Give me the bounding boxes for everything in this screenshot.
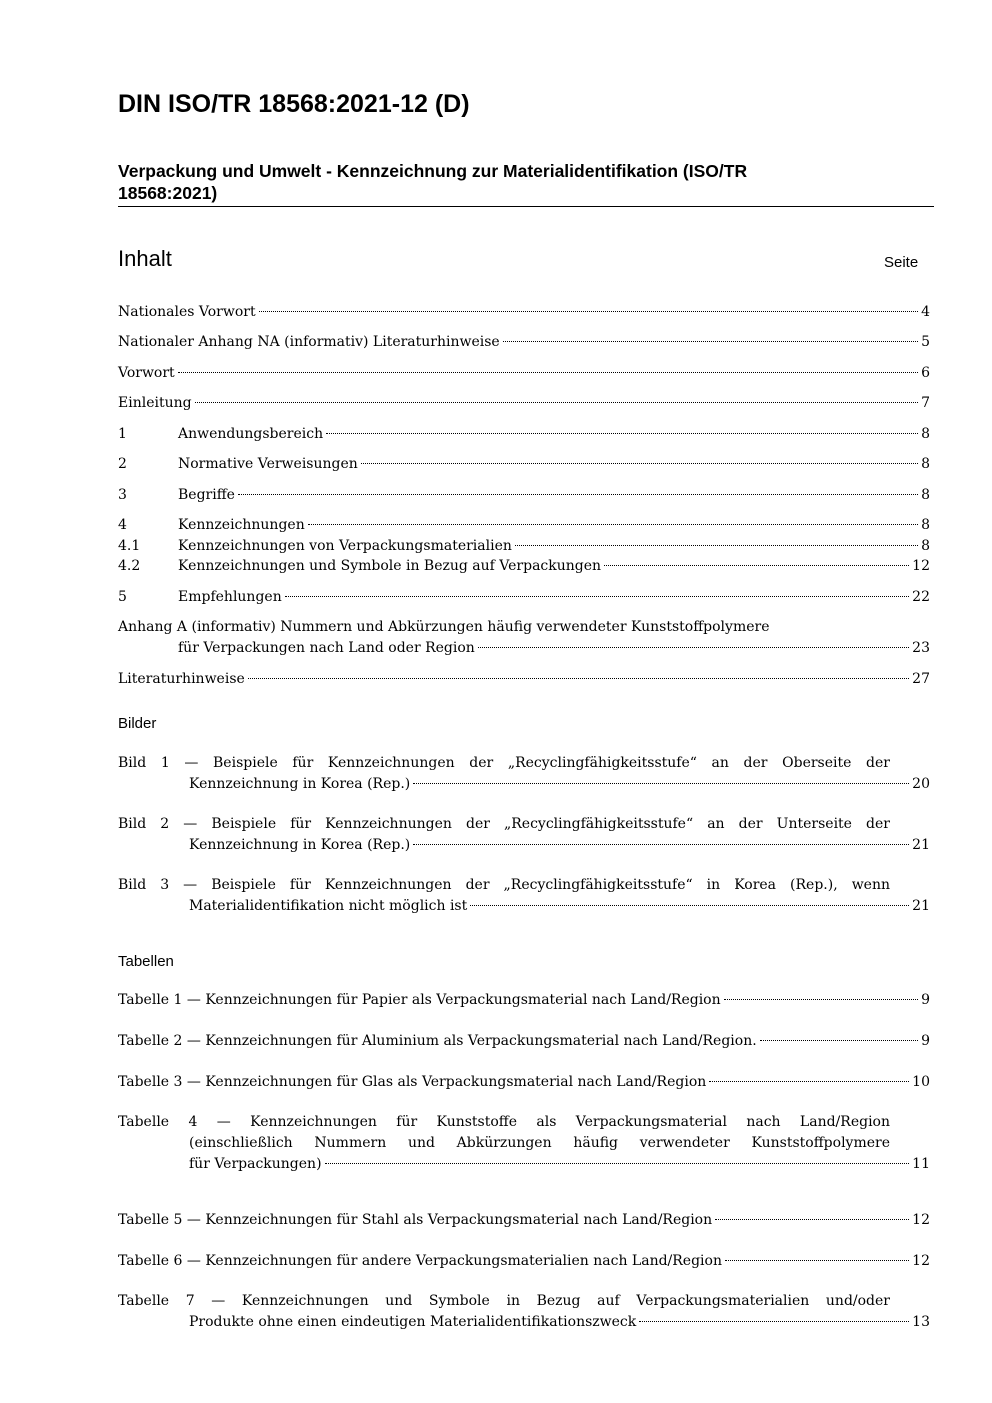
figures-heading: Bilder: [118, 715, 157, 732]
toc-entry-text: Begriffe: [178, 487, 235, 503]
page-column-label: Seite: [884, 254, 919, 271]
toc-entry-page: 6: [921, 365, 930, 381]
table-entry-4-line-2[interactable]: (einschließlich Nummern und Abkürzungen häufig verwendeter Kunststoffpolymere: [189, 1135, 890, 1151]
toc-entry-text: Tabelle 2 — Kennzeichnungen für Aluminium als Verpackungsmaterial nach Land/Region.: [118, 1033, 757, 1049]
toc-entry-text: Kennzeichnungen und Symbole in Bezug auf Verpackungen: [178, 558, 602, 574]
title-divider: [118, 206, 934, 207]
toc-entry-text: Vorwort: [118, 365, 175, 381]
toc-entry-text: für Verpackungen nach Land oder Region: [178, 640, 475, 656]
document-title: DIN ISO/TR 18568:2021-12 (D): [118, 90, 470, 118]
figure-entry-1[interactable]: [189, 774, 930, 795]
toc-entry-annex-a[interactable]: [178, 638, 930, 659]
toc-entry-number: 5: [118, 589, 127, 605]
toc-entry-text: Materialidentifikation nicht möglich ist: [189, 898, 468, 914]
dot-leader: [195, 402, 919, 403]
toc-entry-page: 9: [921, 992, 930, 1008]
toc-entry-page: 12: [912, 1212, 930, 1228]
table-entry-4-line-1[interactable]: Tabelle 4 — Kennzeichnungen für Kunststoffe als Verpackungsmaterial nach Land/Region: [118, 1114, 890, 1130]
dot-leader: [715, 1219, 909, 1220]
subtitle-line-2: 18568:2021): [118, 183, 218, 203]
dot-leader: [285, 596, 909, 597]
toc-entry-page: 21: [912, 837, 930, 853]
toc-entry-page: 9: [921, 1033, 930, 1049]
table-entry-4[interactable]: [189, 1154, 930, 1175]
toc-entry-text: Tabelle 5 — Kennzeichnungen für Stahl als Verpackungsmaterial nach Land/Region: [118, 1212, 713, 1228]
dot-leader: [248, 678, 909, 679]
dot-leader: [639, 1321, 909, 1322]
dot-leader: [361, 463, 918, 464]
toc-entry-text: Literaturhinweise: [118, 671, 245, 687]
toc-entry-number: 2: [118, 456, 127, 472]
toc-entry-text: Tabelle 3 — Kennzeichnungen für Glas als Verpackungsmaterial nach Land/Region: [118, 1074, 707, 1090]
toc-entry-page: 8: [921, 538, 930, 554]
toc-entry-page: 27: [912, 671, 930, 687]
table-entry-5[interactable]: [118, 1210, 930, 1231]
figure-entry-2[interactable]: [189, 835, 930, 856]
toc-entry-nationaler-anhang[interactable]: [118, 332, 930, 353]
toc-entry-section-2[interactable]: [118, 454, 930, 475]
dot-leader: [413, 783, 909, 784]
toc-entry-nationales-vorwort[interactable]: [118, 302, 930, 323]
toc-entry-section-3[interactable]: [118, 485, 930, 506]
toc-entry-page: 10: [912, 1074, 930, 1090]
toc-entry-text: Kennzeichnungen: [178, 517, 305, 533]
toc-entry-section-4-2[interactable]: [118, 556, 930, 577]
dot-leader: [515, 545, 918, 546]
figure-entry-3-line-1[interactable]: Bild 3 — Beispiele für Kennzeichnungen der „Recyclingfähigkeitsstufe“ in Korea (Rep.), wenn: [118, 877, 890, 893]
toc-entry-page: 22: [912, 589, 930, 605]
toc-entry-page: 12: [912, 1253, 930, 1269]
figure-entry-3[interactable]: [189, 896, 930, 917]
contents-heading: Inhalt: [118, 246, 172, 271]
document-subtitle: [118, 160, 898, 204]
table-entry-1[interactable]: [118, 990, 930, 1011]
toc-entry-page: 7: [921, 395, 930, 411]
toc-entry-page: 20: [912, 776, 930, 792]
toc-entry-number: 4.1: [118, 538, 141, 554]
toc-entry-number: 4.2: [118, 558, 141, 574]
dot-leader: [709, 1081, 909, 1082]
dot-leader: [760, 1040, 918, 1041]
dot-leader: [470, 905, 909, 906]
toc-entry-page: 8: [921, 426, 930, 442]
dot-leader: [238, 494, 918, 495]
toc-entry-text: Kennzeichnung in Korea (Rep.): [189, 776, 411, 792]
toc-entry-section-1[interactable]: [118, 424, 930, 445]
table-entry-2[interactable]: [118, 1031, 930, 1052]
toc-entry-page: 23: [912, 640, 930, 656]
toc-entry-text: Anwendungsbereich: [178, 426, 324, 442]
tables-heading: Tabellen: [118, 953, 174, 970]
dot-leader: [325, 1163, 910, 1164]
toc-entry-text: Nationaler Anhang NA (informativ) Literaturhinweise: [118, 334, 500, 350]
toc-entry-text: Produkte ohne einen eindeutigen Materialidentifikationszweck: [189, 1314, 637, 1330]
toc-entry-text: Empfehlungen: [178, 589, 282, 605]
toc-entry-page: 8: [921, 487, 930, 503]
toc-entry-page: 4: [921, 304, 930, 320]
table-entry-3[interactable]: [118, 1072, 930, 1093]
dot-leader: [326, 433, 918, 434]
toc-entry-page: 13: [912, 1314, 930, 1330]
toc-entry-number: 1: [118, 426, 127, 442]
toc-entry-page: 21: [912, 898, 930, 914]
toc-entry-einleitung[interactable]: [118, 393, 930, 414]
toc-entry-page: 12: [912, 558, 930, 574]
toc-entry-text: Einleitung: [118, 395, 192, 411]
toc-entry-text: Normative Verweisungen: [178, 456, 358, 472]
toc-entry-vorwort[interactable]: [118, 363, 930, 384]
dot-leader: [308, 524, 918, 525]
table-entry-6[interactable]: [118, 1251, 930, 1272]
toc-entry-page: 11: [912, 1156, 930, 1172]
toc-entry-page: 8: [921, 517, 930, 533]
toc-entry-number: 4: [118, 517, 127, 533]
figure-entry-1-line-1[interactable]: Bild 1 — Beispiele für Kennzeichnungen der „Recyclingfähigkeitsstufe“ an der Oberseite der: [118, 755, 890, 771]
dot-leader: [413, 844, 909, 845]
toc-entry-page: 8: [921, 456, 930, 472]
toc-entry-text: für Verpackungen): [189, 1156, 322, 1172]
dot-leader: [604, 565, 909, 566]
toc-entry-text: Kennzeichnungen von Verpackungsmaterialien: [178, 538, 512, 554]
figure-entry-2-line-1[interactable]: Bild 2 — Beispiele für Kennzeichnungen der „Recyclingfähigkeitsstufe“ an der Unterseite der: [118, 816, 890, 832]
toc-entry-text: Tabelle 6 — Kennzeichnungen für andere Verpackungsmaterialien nach Land/Region: [118, 1253, 722, 1269]
toc-entry-section-4-1[interactable]: [118, 536, 930, 557]
dot-leader: [478, 647, 909, 648]
toc-entry-text: Nationales Vorwort: [118, 304, 256, 320]
dot-leader: [178, 372, 918, 373]
toc-entry-section-4[interactable]: [118, 515, 930, 536]
dot-leader: [503, 341, 918, 342]
toc-entry-section-5[interactable]: [118, 587, 930, 608]
dot-leader: [725, 1260, 909, 1261]
toc-entry-page: 5: [921, 334, 930, 350]
table-entry-7-line-1[interactable]: Tabelle 7 — Kennzeichnungen und Symbole in Bezug auf Verpackungsmaterialien und/oder: [118, 1293, 890, 1309]
dot-leader: [259, 311, 919, 312]
toc-entry-number: 3: [118, 487, 127, 503]
subtitle-line-1: Verpackung und Umwelt - Kennzeichnung zur Materialidentifikation (ISO/TR: [118, 161, 748, 181]
table-entry-7[interactable]: [189, 1312, 930, 1333]
dot-leader: [724, 999, 918, 1000]
toc-entry-literaturhinweise[interactable]: [118, 669, 930, 690]
toc-entry-annex-a-line-1[interactable]: Anhang A (informativ) Nummern und Abkürzungen häufig verwendeter Kunststoffpolymere: [118, 619, 770, 635]
toc-entry-text: Tabelle 1 — Kennzeichnungen für Papier als Verpackungsmaterial nach Land/Region: [118, 992, 721, 1008]
toc-entry-text: Kennzeichnung in Korea (Rep.): [189, 837, 411, 853]
